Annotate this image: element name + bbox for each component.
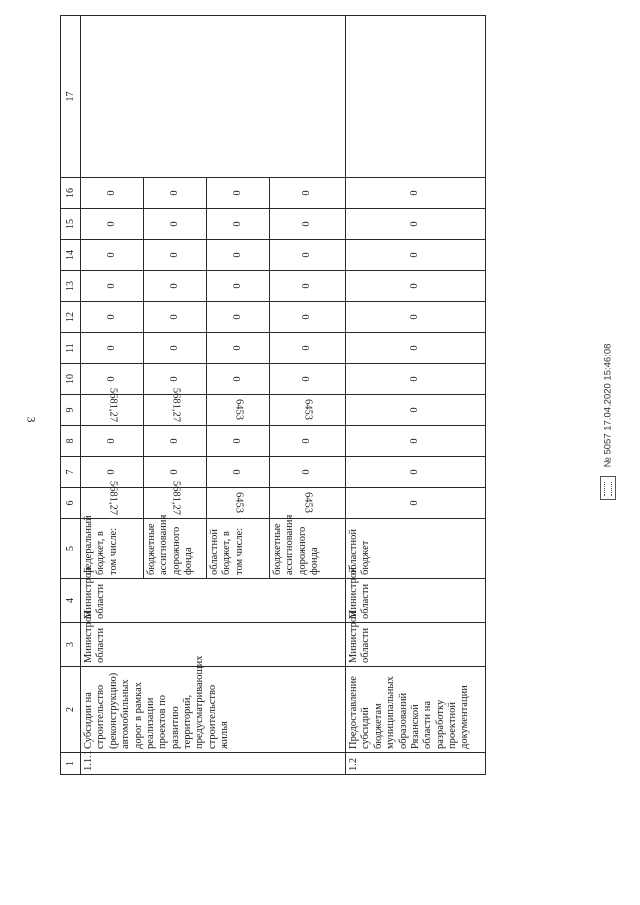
registration-stamp: [600, 344, 616, 500]
page-number: 3: [24, 416, 39, 423]
year-value: 0: [346, 271, 486, 302]
year-value: 0: [346, 302, 486, 333]
header-col-13: 13: [61, 271, 81, 302]
year-value: 0: [346, 178, 486, 209]
total-value: 6453: [270, 488, 346, 519]
year-value: 0: [207, 364, 270, 395]
header-row: [61, 16, 81, 775]
year-value: 0: [270, 178, 346, 209]
year-value: 0: [270, 240, 346, 271]
header-col-11: 11: [61, 333, 81, 364]
year-value: 0: [207, 178, 270, 209]
year-value: 0: [270, 302, 346, 333]
header-col-8: 8: [61, 426, 81, 457]
year-value: 0: [81, 457, 144, 488]
year-value: 0: [144, 240, 207, 271]
year-value: 0: [346, 209, 486, 240]
funding-source: бюджетные ассигнования дорожного фонда: [270, 519, 346, 579]
year-value: 0: [144, 302, 207, 333]
year-value: 0: [81, 240, 144, 271]
participant: Министрой области: [81, 579, 346, 623]
year-value: 0: [207, 302, 270, 333]
note-cell: [346, 16, 486, 178]
year-value: 0: [144, 364, 207, 395]
year-value: 0: [207, 209, 270, 240]
header-col-3: 3: [61, 623, 81, 667]
total-value: 6453: [207, 488, 270, 519]
header-col-17: 17: [61, 16, 81, 178]
year-value: 0: [346, 457, 486, 488]
year-value: 0: [81, 209, 144, 240]
year-value: 0: [270, 364, 346, 395]
year-value: 0: [81, 271, 144, 302]
seal-logo-icon: [600, 476, 616, 500]
program-table: [60, 15, 486, 775]
funding-source: областной бюджет, в том числе:: [207, 519, 270, 579]
year-value: 0: [270, 271, 346, 302]
year-value: 0: [81, 302, 144, 333]
year-value: 0: [144, 178, 207, 209]
participant: Министрой области: [346, 579, 486, 623]
header-col-2: 2: [61, 667, 81, 753]
header-col-9: 9: [61, 395, 81, 426]
year-value: 0: [207, 271, 270, 302]
header-col-15: 15: [61, 209, 81, 240]
year-value: 0: [144, 209, 207, 240]
year-value: 0: [346, 240, 486, 271]
year-value: 0: [270, 426, 346, 457]
year-value: 0: [207, 240, 270, 271]
year-value: 5681,27: [81, 395, 144, 426]
funding-source: федеральный бюджет, в том числе:: [81, 519, 144, 579]
year-value: 5681,27: [144, 395, 207, 426]
header-col-10: 10: [61, 364, 81, 395]
total-value: 0: [346, 488, 486, 519]
year-value: 0: [207, 333, 270, 364]
executor: Министрой области: [346, 623, 486, 667]
year-value: 0: [81, 333, 144, 364]
year-value: 0: [144, 333, 207, 364]
year-value: 0: [144, 271, 207, 302]
year-value: 0: [346, 333, 486, 364]
year-value: 0: [346, 426, 486, 457]
year-value: 0: [346, 364, 486, 395]
measure-name: Субсидии на строительство (реконструкцию) автомобильных дорог в рамках реализации проектов по развитию территорий, предусматривающих строительство жилья: [81, 667, 346, 753]
header-col-7: 7: [61, 457, 81, 488]
year-value: 0: [270, 209, 346, 240]
total-value: 5681,27: [81, 488, 144, 519]
row-number: 1.1.1: [81, 753, 346, 775]
note-cell: [81, 16, 346, 178]
total-value: 5681,27: [144, 488, 207, 519]
rotated-table-wrapper: [60, 40, 480, 775]
year-value: 0: [207, 426, 270, 457]
year-value: 0: [346, 395, 486, 426]
year-value: 0: [81, 364, 144, 395]
funding-source: областной бюджет: [346, 519, 486, 579]
table-row: [346, 16, 486, 775]
header-col-16: 16: [61, 178, 81, 209]
row-number: 1.2: [346, 753, 486, 775]
stamp-text: № 5057 17.04.2020 15:46:08: [602, 343, 614, 468]
funding-source: бюджетные ассигнования дорожного фонда: [144, 519, 207, 579]
year-value: 6453: [207, 395, 270, 426]
executor: Министрой области: [81, 623, 346, 667]
year-value: 0: [144, 457, 207, 488]
year-value: 6453: [270, 395, 346, 426]
year-value: 0: [81, 426, 144, 457]
year-value: 0: [144, 426, 207, 457]
header-col-1: 1: [61, 753, 81, 775]
header-col-5: 5: [61, 519, 81, 579]
header-col-12: 12: [61, 302, 81, 333]
table-row: [81, 16, 144, 775]
header-col-14: 14: [61, 240, 81, 271]
year-value: 0: [270, 333, 346, 364]
year-value: 0: [270, 457, 346, 488]
header-col-4: 4: [61, 579, 81, 623]
header-col-6: 6: [61, 488, 81, 519]
year-value: 0: [207, 457, 270, 488]
year-value: 0: [81, 178, 144, 209]
measure-name: Предоставление субсидий бюджетам муниципальных образований Рязанской области на разработку проектной документации: [346, 667, 486, 753]
